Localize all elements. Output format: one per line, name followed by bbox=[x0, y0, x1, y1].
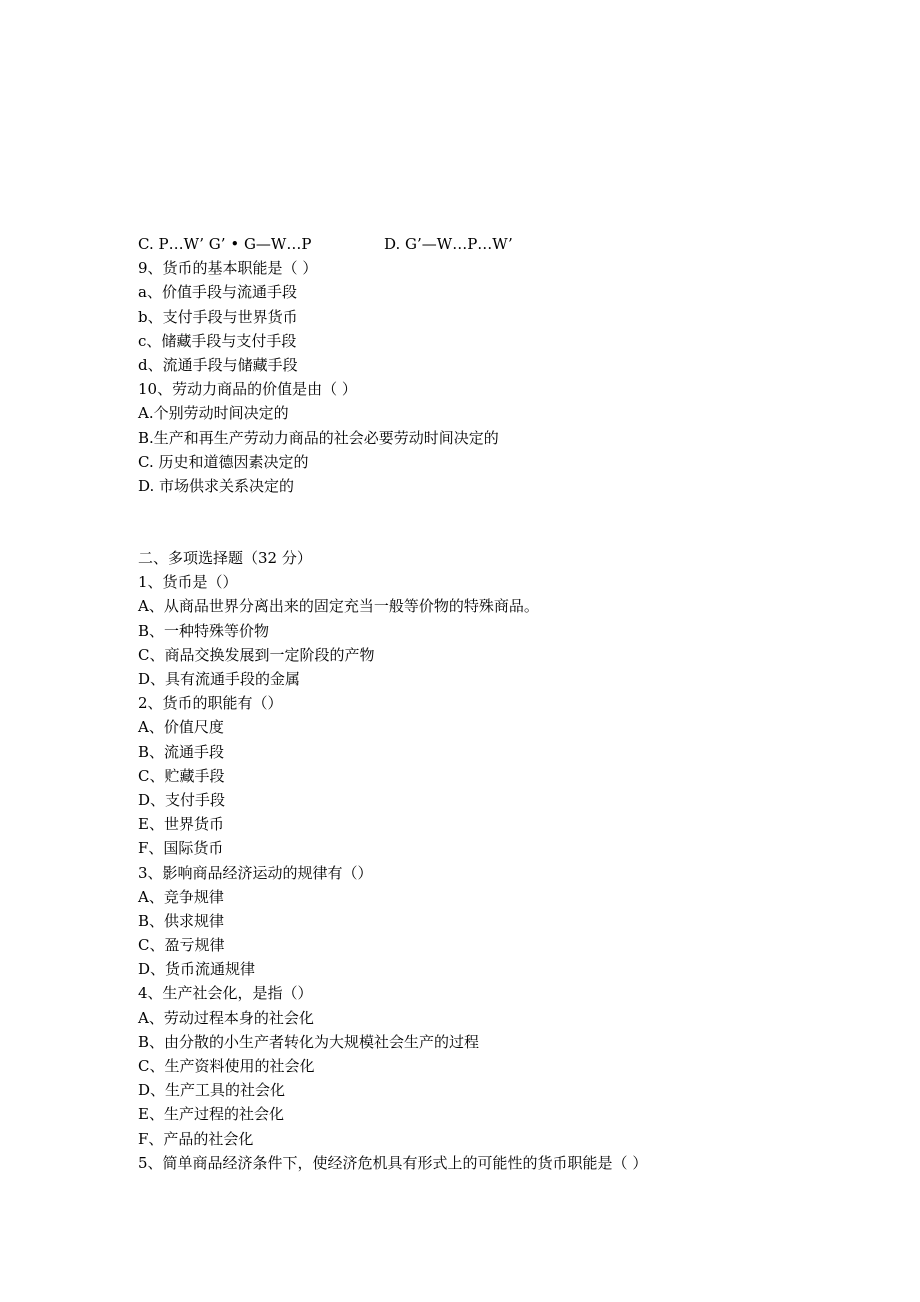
document-content bbox=[138, 232, 818, 1175]
option-line: C、生产资料使用的社会化 bbox=[138, 1057, 315, 1075]
question-8-options-cd bbox=[138, 232, 818, 256]
single-choice-section bbox=[138, 256, 818, 498]
option-line: C、商品交换发展到一定阶段的产物 bbox=[138, 645, 375, 664]
section-gap bbox=[138, 498, 818, 546]
option-line: D、支付手段 bbox=[138, 790, 226, 809]
option-line: E、世界货币 bbox=[138, 815, 224, 834]
option-line: D、生产工具的社会化 bbox=[138, 1081, 286, 1100]
option-line: C、盈亏规律 bbox=[138, 936, 225, 955]
option-d: D. G’—W…P…W’ bbox=[384, 235, 513, 253]
section-heading: 二、多项选择题（32 分） bbox=[138, 549, 312, 568]
option-line: F、国际货币 bbox=[138, 839, 224, 858]
question-line: 5、简单商品经济条件下，使经济危机具有形式上的可能性的货币职能是（ ） bbox=[138, 1153, 648, 1172]
option-c: C. P…W’ G’ • G—W…P bbox=[138, 235, 312, 253]
question-line: 1、货币是（） bbox=[138, 573, 238, 592]
option-line: B、流通手段 bbox=[138, 742, 225, 761]
option-line: B.生产和再生产劳动力商品的社会必要劳动时间决定的 bbox=[138, 428, 499, 447]
option-line: b、支付手段与世界货币 bbox=[138, 307, 298, 326]
option-line: C、贮藏手段 bbox=[138, 766, 225, 785]
option-line: D. 市场供求关系决定的 bbox=[138, 476, 295, 495]
option-line: D、货币流通规律 bbox=[138, 960, 256, 979]
option-line: B、供求规律 bbox=[138, 911, 225, 930]
option-line: d、流通手段与储藏手段 bbox=[138, 355, 298, 374]
option-line: F、产品的社会化 bbox=[138, 1129, 254, 1148]
option-line: A、竞争规律 bbox=[138, 887, 224, 906]
option-line: E、生产过程的社会化 bbox=[138, 1105, 284, 1124]
question-line: 9、货币的基本职能是（ ） bbox=[138, 259, 318, 278]
option-line: B、由分散的小生产者转化为大规模社会生产的过程 bbox=[138, 1032, 480, 1051]
option-line: C. 历史和道德因素决定的 bbox=[138, 452, 309, 471]
option-line: a、价值手段与流通手段 bbox=[138, 283, 297, 302]
option-line: B、一种特殊等价物 bbox=[138, 621, 270, 640]
option-line: A、价值尺度 bbox=[138, 718, 224, 737]
option-line: D、具有流通手段的金属 bbox=[138, 670, 301, 688]
question-line: 4、生产社会化，是指（） bbox=[138, 984, 313, 1003]
option-line: A、劳动过程本身的社会化 bbox=[138, 1008, 314, 1027]
option-line: A、从商品世界分离出来的固定充当一般等价物的特殊商品。 bbox=[138, 597, 539, 616]
option-line: A.个别劳动时间决定的 bbox=[138, 404, 289, 423]
question-line: 2、货币的职能有（） bbox=[138, 694, 283, 713]
question-line: 10、劳动力商品的价值是由（ ） bbox=[138, 380, 357, 399]
option-line: c、储藏手段与支付手段 bbox=[138, 331, 297, 350]
question-line: 3、影响商品经济运动的规律有（） bbox=[138, 863, 373, 882]
multi-choice-section bbox=[138, 546, 818, 1175]
